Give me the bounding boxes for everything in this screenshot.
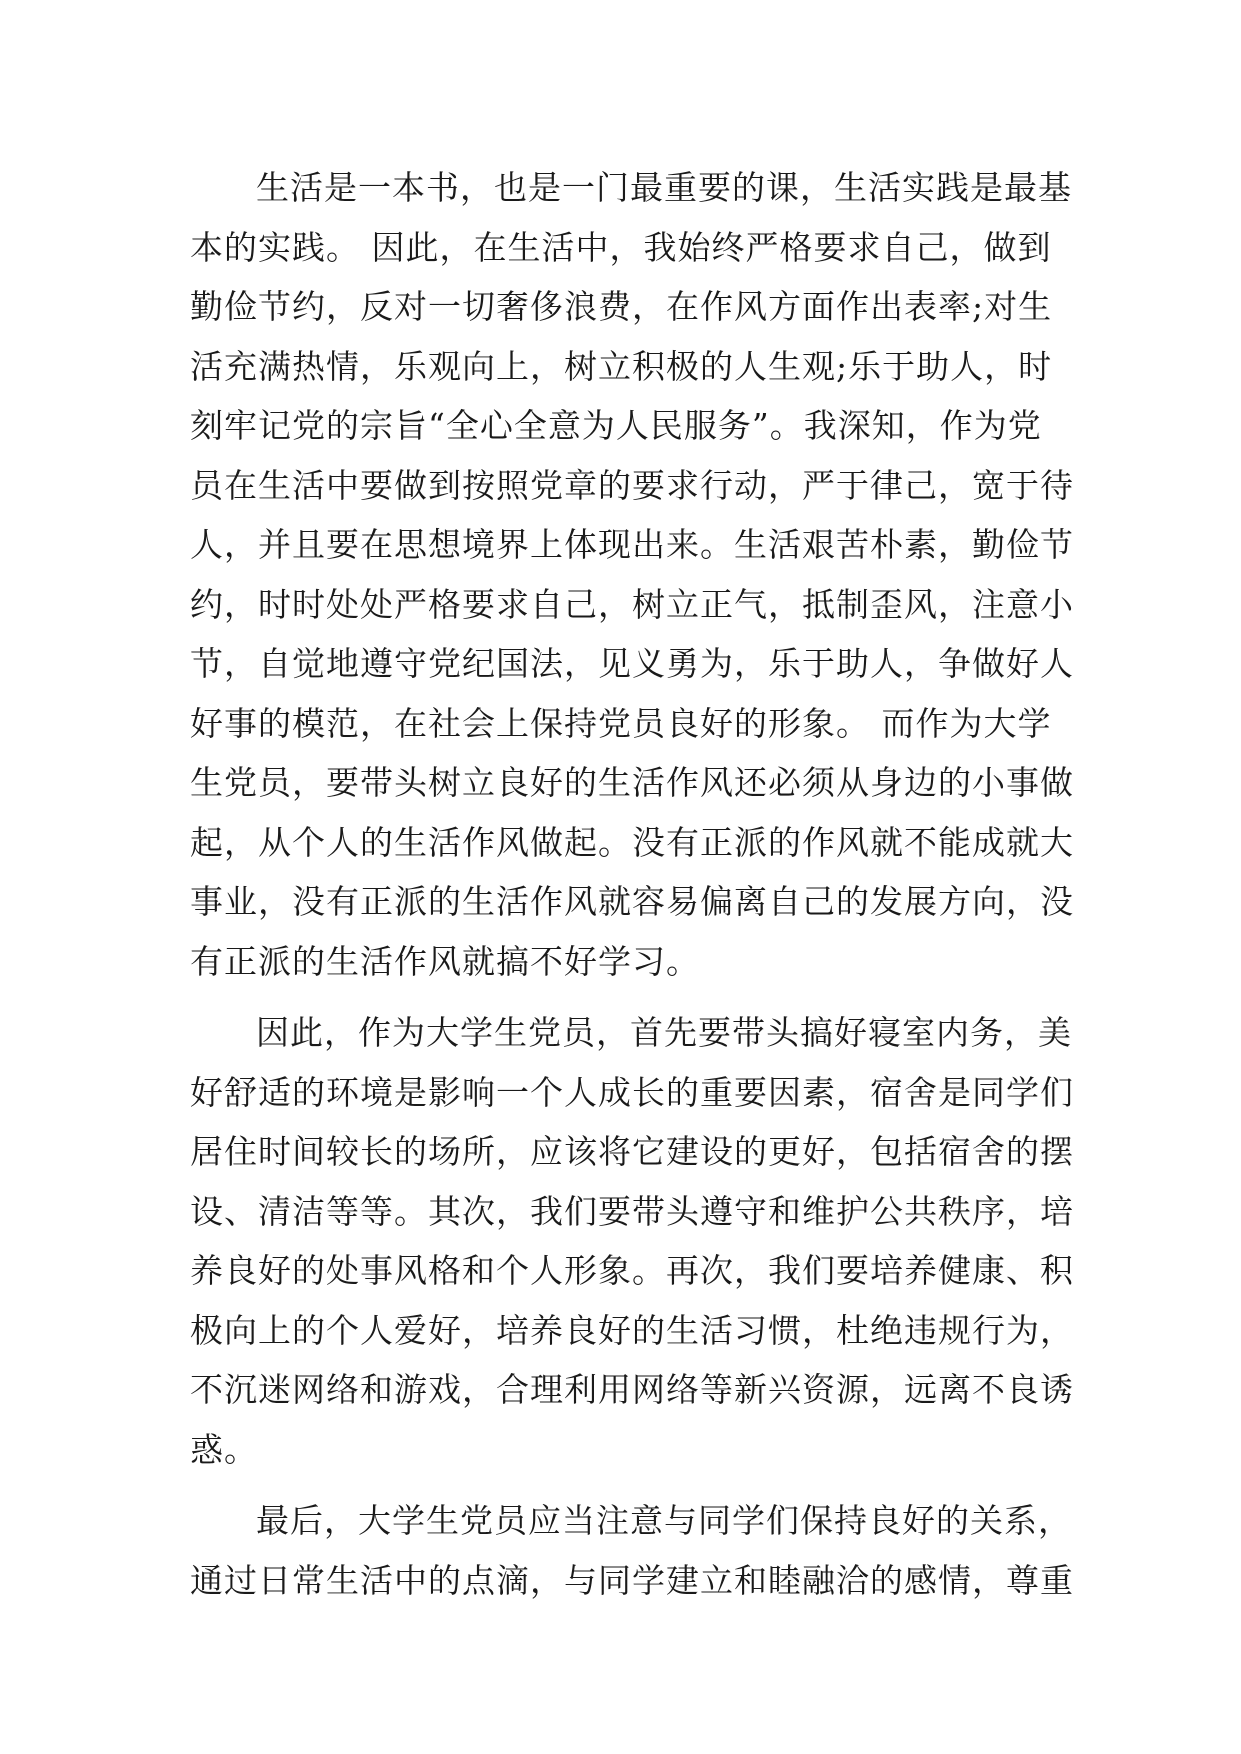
text-line: 本的实践。 因此，在生活中，我始终严格要求自己，做到 xyxy=(190,227,1052,267)
text-line: 不沉迷网络和游戏，合理利用网络等新兴资源，远离不良诱 xyxy=(190,1370,1074,1409)
text-line: 起，从个人的生活作风做起。没有正派的作风就不能成就大 xyxy=(190,822,1074,862)
paragraph-1 xyxy=(190,158,1074,991)
text-line: 事业，没有正派的生活作风就容易偏离自己的发展方向，没 xyxy=(190,882,1074,921)
text-line: 惑。 xyxy=(190,1429,258,1469)
text-line: 好事的模范，在社会上保持党员良好的形象。 而作为大学 xyxy=(190,703,1052,743)
text-line: 人，并且要在思想境界上体现出来。生活艰苦朴素，勤俭节 xyxy=(190,525,1074,564)
text-line: 居住时间较长的场所，应该将它建设的更好，包括宿舍的摆 xyxy=(190,1132,1074,1171)
document-body xyxy=(190,158,1074,1610)
text-line: 勤俭节约，反对一切奢侈浪费，在作风方面作出表率;对生 xyxy=(190,287,1053,326)
text-line: 员在生活中要做到按照党章的要求行动，严于律己，宽于待 xyxy=(190,465,1074,505)
text-line: 设、清洁等等。其次，我们要带头遵守和维护公共秩序，培 xyxy=(190,1191,1074,1231)
text-line: 活充满热情，乐观向上，树立积极的人生观;乐于助人，时 xyxy=(190,346,1053,386)
text-line: 养良好的处事风格和个人形象。再次，我们要培养健康、积 xyxy=(190,1251,1074,1290)
text-line: 好舒适的环境是影响一个人成长的重要因素，宿舍是同学们 xyxy=(190,1072,1074,1112)
text-line: 节，自觉地遵守党纪国法，见义勇为，乐于助人，争做好人 xyxy=(190,644,1074,683)
text-line: 最后，大学生党员应当注意与同学们保持良好的关系， xyxy=(256,1501,1072,1540)
text-line: 约，时时处处严格要求自己，树立正气，抵制歪风，注意小 xyxy=(190,584,1074,624)
text-line: 因此，作为大学生党员，首先要带头搞好寝室内务，美 xyxy=(256,1013,1072,1052)
paragraph-spacer xyxy=(190,991,1050,1003)
text-line: 通过日常生活中的点滴，与同学建立和睦融洽的感情，尊重 xyxy=(190,1560,1074,1600)
text-line: 刻牢记党的宗旨“全心全意为人民服务”。我深知，作为党 xyxy=(190,406,1042,445)
text-line: 生活是一本书，也是一门最重要的课，生活实践是最基 xyxy=(256,168,1072,207)
paragraph-3 xyxy=(190,1491,1074,1610)
text-line: 生党员，要带头树立良好的生活作风还必须从身边的小事做 xyxy=(190,763,1074,802)
paragraph-2 xyxy=(190,1003,1074,1479)
text-line: 有正派的生活作风就搞不好学习。 xyxy=(190,941,700,981)
paragraph-spacer xyxy=(190,1479,1050,1491)
text-line: 极向上的个人爱好，培养良好的生活习惯，杜绝违规行为， xyxy=(190,1310,1074,1350)
